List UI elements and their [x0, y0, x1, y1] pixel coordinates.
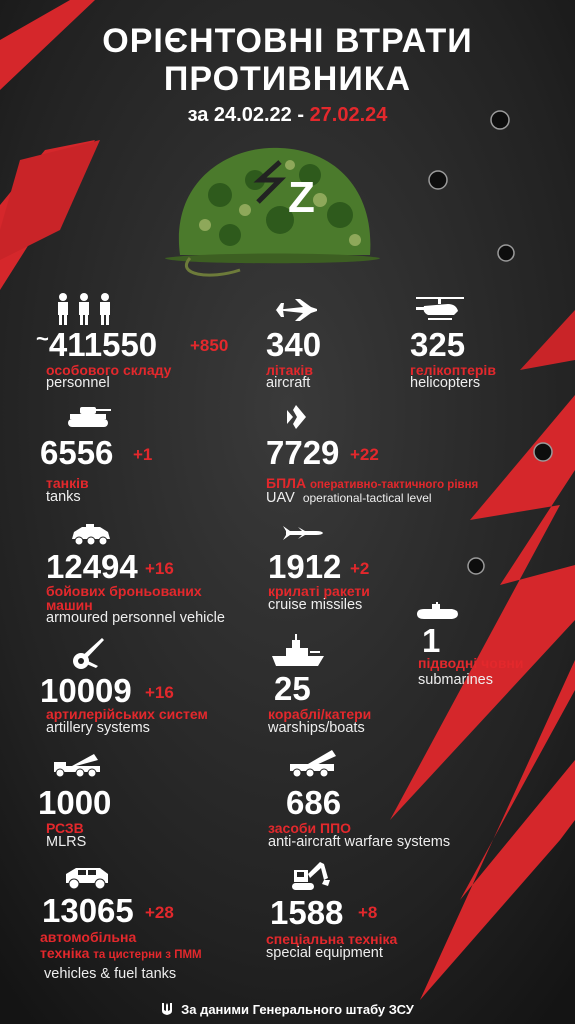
apc-icon — [70, 524, 112, 546]
special-ua-label: спеціальна техніка — [266, 931, 398, 947]
vehicles-ua-label-line2: техніка та цистерни з ПММ — [40, 945, 202, 961]
trident-icon — [161, 1002, 173, 1016]
helicopters-ua-label: гелікоптерів — [410, 362, 496, 378]
apv-ua-label-line2: машин — [46, 597, 93, 613]
tanks-ua-label: танків — [46, 475, 89, 491]
submarine-icon — [414, 602, 460, 624]
cruise-missiles-delta: +2 — [350, 559, 370, 578]
aircraft-ua-label: літаків — [266, 362, 313, 378]
mlrs-ua-label: РСЗВ — [46, 820, 84, 836]
vehicles-value: 13065 — [42, 892, 134, 929]
aircraft-value: 340 — [266, 326, 322, 363]
footer-source — [0, 1002, 575, 1017]
period-end: 27.02.24 — [309, 104, 388, 126]
artillery-delta: +16 — [145, 683, 174, 702]
personnel-value: ~411550 — [36, 326, 158, 363]
personnel-ua-label: особового складу — [46, 362, 172, 378]
page-title-line2: ПРОТИВНИКА — [163, 60, 412, 98]
excavator-icon — [290, 860, 332, 892]
warships-en-label: warships/boats — [268, 720, 365, 736]
drone-icon — [284, 404, 308, 430]
soldiers-icon — [54, 292, 116, 326]
page-title-line1: ОРІЄНТОВНІ ВТРАТИ — [102, 22, 473, 60]
special-delta: +8 — [358, 903, 378, 922]
mlrs-value: 1000 — [38, 784, 112, 821]
period-start: за 24.02.22 - — [187, 104, 304, 126]
mlrs-icon — [52, 752, 102, 778]
vehicles-delta: +28 — [145, 903, 174, 922]
air-defense-value: 686 — [286, 784, 342, 821]
helmet-icon — [160, 140, 385, 280]
helicopter-icon — [414, 294, 466, 322]
submarines-en-label: submarines — [418, 672, 493, 688]
artillery-icon — [70, 636, 106, 670]
cruise-missiles-en-label: cruise missiles — [268, 597, 363, 613]
warship-icon — [270, 634, 326, 668]
mlrs-en-label: MLRS — [46, 834, 87, 850]
apv-en-label: armoured personnel vehicle — [46, 610, 225, 626]
personnel-en-label: personnel — [46, 375, 110, 391]
tanks-delta: +1 — [133, 445, 153, 464]
helicopters-value: 325 — [410, 326, 466, 363]
uav-value: 7729 — [266, 434, 340, 471]
period — [0, 104, 575, 127]
missile-icon — [282, 524, 324, 542]
jet-icon — [273, 298, 319, 322]
footer-text: За даними Генерального штабу ЗСУ — [181, 1002, 414, 1017]
air-defense-ua-label: засоби ППО — [268, 820, 352, 836]
cruise-missiles-ua-label: крилаті ракети — [268, 583, 370, 599]
special-value: 1588 — [270, 894, 344, 931]
warships-value: 25 — [274, 670, 311, 707]
apv-delta: +16 — [145, 559, 174, 578]
vehicles-ua-label-line1: автомобільна — [40, 929, 137, 945]
artillery-value: 10009 — [40, 672, 132, 709]
tank-icon — [66, 404, 112, 428]
uav-delta: +22 — [350, 445, 379, 464]
uav-ua-label: БПЛА оперативно-тактичного рівня — [266, 475, 479, 491]
air-defense-icon — [288, 748, 340, 778]
vehicles-en-label: vehicles & fuel tanks — [44, 966, 177, 982]
truck-icon — [62, 864, 112, 890]
aircraft-en-label: aircraft — [266, 375, 311, 391]
cruise-missiles-value: 1912 — [268, 548, 342, 585]
air-defense-en-label: anti-aircraft warfare systems — [268, 834, 451, 850]
warships-ua-label: кораблі/катери — [268, 706, 372, 722]
tanks-en-label: tanks — [46, 489, 81, 505]
submarines-ua-label: підводні човни — [418, 655, 524, 671]
tanks-value: 6556 — [40, 434, 114, 471]
artillery-en-label: artillery systems — [46, 720, 150, 736]
apv-ua-label-line1: бойових броньованих — [46, 583, 202, 599]
uav-en-label: UAV operational-tactical level — [266, 490, 432, 506]
submarines-value: 1 — [422, 622, 441, 659]
artillery-ua-label: артилерійських систем — [46, 706, 208, 722]
svg-text:Z: Z — [288, 173, 315, 222]
special-en-label: special equipment — [266, 945, 383, 961]
helicopters-en-label: helicopters — [410, 375, 481, 391]
apv-value: 12494 — [46, 548, 138, 585]
personnel-delta: +850 — [190, 336, 229, 355]
